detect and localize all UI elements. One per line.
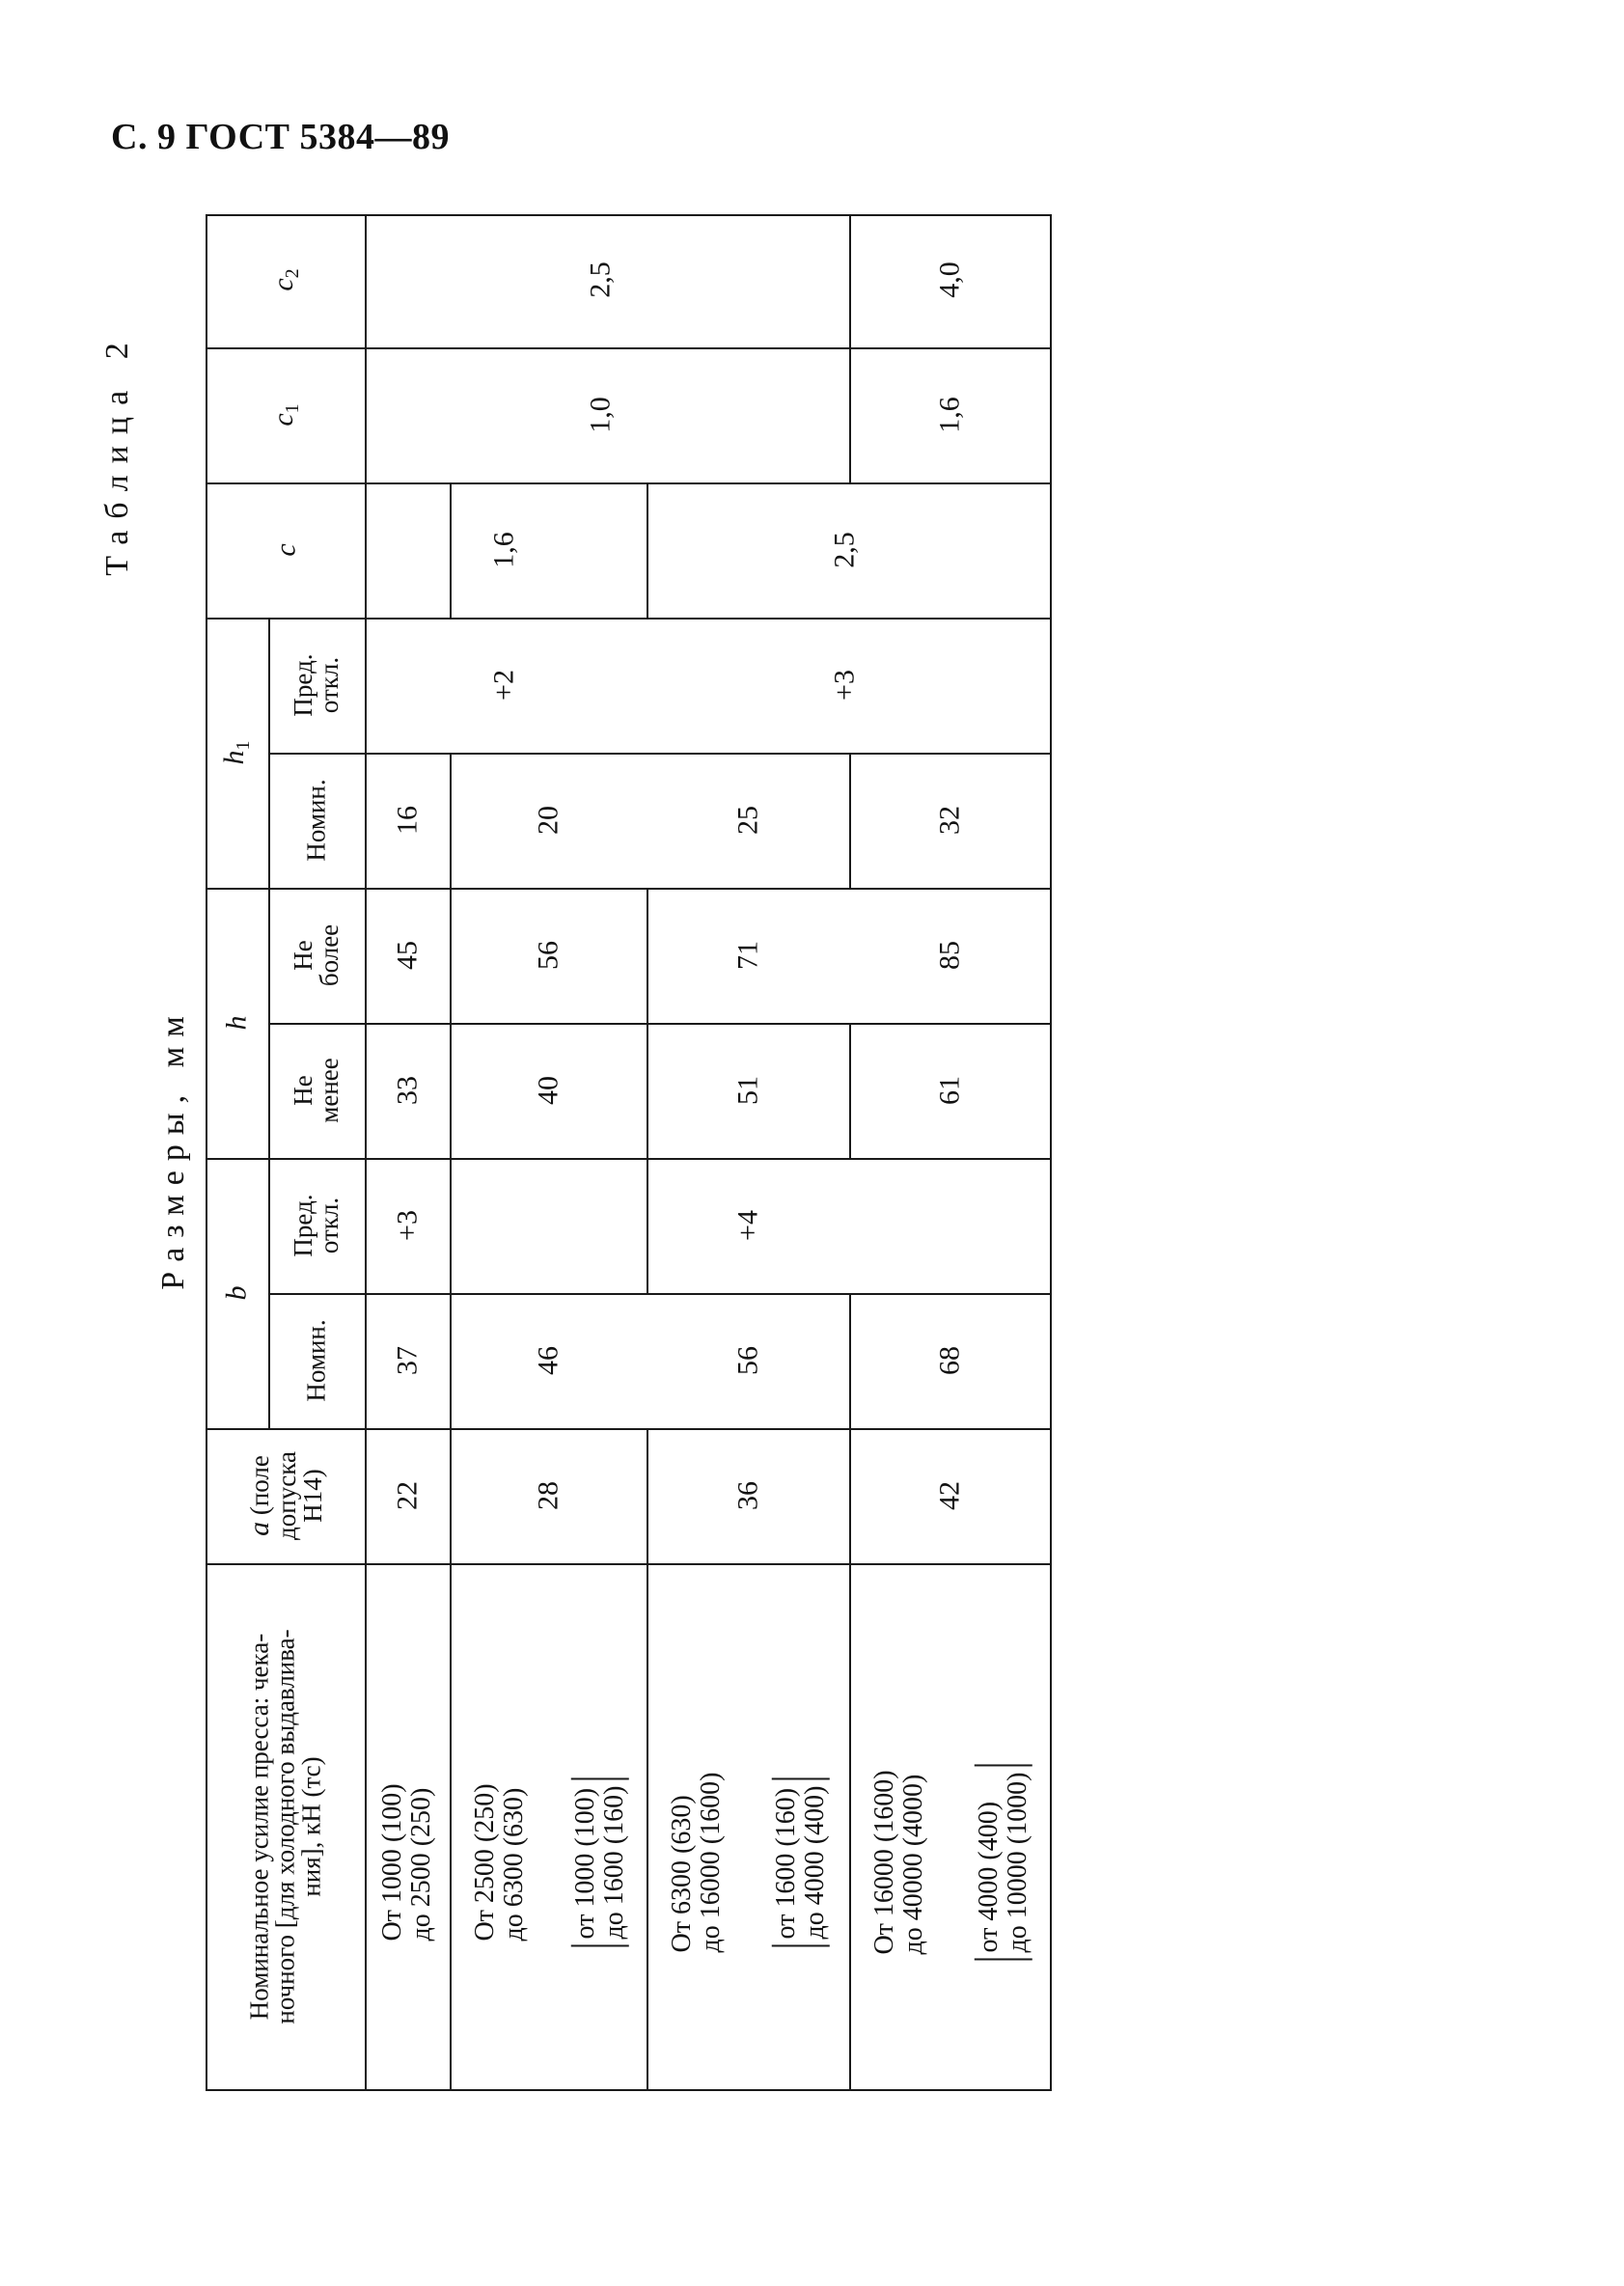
row1-a: 22: [391, 1481, 424, 1510]
row4-h-min: 61: [933, 1076, 966, 1105]
row3-h-min: 51: [731, 1076, 764, 1105]
row-line-1-2: [450, 753, 452, 2089]
header-h-ne-menee: Не менее: [289, 1058, 344, 1123]
page-header: С. 9 ГОСТ 5384—89: [111, 117, 450, 157]
table-border-left: [206, 214, 207, 2091]
header-c1: $c_1$: [267, 403, 303, 427]
row4-h-max: 85: [933, 941, 966, 970]
col-line-b-h: [206, 1158, 1050, 1160]
row3-a: 36: [731, 1481, 764, 1510]
row-line-3-4: [849, 1293, 851, 2089]
row4-force-cold: от 4000 (400) до 10000 (1000): [975, 1765, 1032, 1961]
merged-h1-dev-rows12: +2: [487, 670, 520, 701]
row4-a: 42: [933, 1481, 966, 1510]
col-line-force-a: [206, 1563, 1050, 1565]
row-line-2-3: [647, 1428, 648, 2089]
merged-c2-rows123: 2,5: [584, 262, 617, 298]
merged-c-rows12: 1,6: [487, 532, 520, 568]
row1-b-nom: 37: [391, 1346, 424, 1375]
row4-b-nom: 68: [933, 1346, 966, 1375]
row-line-3-4-c2: [849, 214, 851, 347]
col-line-h1nom-h1dev: [268, 753, 1050, 755]
row2-b-nom: 46: [532, 1346, 564, 1375]
row2-h-min: 40: [532, 1076, 564, 1105]
header-h-ne-bolee: Не более: [289, 923, 344, 987]
row-line-3-4-c1: [849, 347, 851, 482]
row2-h1-nom: 20: [532, 806, 564, 835]
header-h1-pred-otkl: Пред. откл.: [289, 653, 344, 717]
row1-force: От 1000 (100) до 2500 (250): [376, 1783, 436, 1942]
merged-b-dev-rows234: +4: [731, 1210, 764, 1241]
col-line-h1-c: [206, 618, 1050, 620]
merged-h1-dev-rows34: +3: [828, 670, 861, 701]
header-h1: $h_1$: [218, 740, 254, 765]
row3-force-cold: от 1600 (160) до 4000 (400): [772, 1778, 830, 1947]
header-h1-nomin: Номин.: [301, 779, 331, 862]
row-line-1-2-c: [450, 482, 452, 618]
table-caption: Размеры, мм: [155, 1006, 191, 1290]
merged-c-rows34: 2,5: [828, 532, 861, 568]
row-line-3-4-h1nom: [849, 753, 851, 888]
row3-force: От 6300 (630) до 16000 (1600): [666, 1772, 726, 1953]
table-border-right: [1050, 214, 1052, 2091]
row2-force: От 2500 (250) до 6300 (630): [469, 1783, 529, 1942]
col-line-c-c1: [206, 482, 1050, 484]
table-border-bottom: [206, 214, 1050, 216]
row4-force: От 16000 (1600) до 40000 (4000): [868, 1770, 928, 1955]
col-line-c1-c2: [206, 347, 1050, 349]
row3-h1-nom: 25: [731, 806, 764, 835]
row1-h-max: 45: [391, 941, 424, 970]
col-line-bnom-bdev: [268, 1293, 1050, 1295]
row2-a: 28: [532, 1481, 564, 1510]
row1-b-dev: +3: [391, 1210, 424, 1241]
header-h: h: [220, 1015, 253, 1031]
row-line-3-4-hmin: [849, 1023, 851, 1158]
table-label: Таблица 2: [99, 331, 135, 576]
table-border-top: [206, 2089, 1050, 2091]
header-b-nomin: Номин.: [301, 1319, 331, 1402]
col-line-a-b: [206, 1428, 1050, 1430]
row1-h-min: 33: [391, 1076, 424, 1105]
header-c: c: [269, 543, 302, 557]
row2-h-max: 56: [532, 941, 564, 970]
row2-force-cold: от 1000 (100) до 1600 (160): [571, 1778, 629, 1947]
header-c2: $c_2$: [267, 268, 303, 291]
row4-h1-nom: 32: [933, 806, 966, 835]
row-line-2-3-c: [647, 482, 648, 618]
row3-b-nom: 56: [731, 1346, 764, 1375]
row1-h1-nom: 16: [391, 806, 424, 835]
merged-c1-rows123: 1,0: [584, 397, 617, 433]
header-a: a (поле допуска Н14): [243, 1451, 327, 1540]
col-line-h-h1: [206, 888, 1050, 890]
row3-h-max: 71: [731, 941, 764, 970]
header-press-force: Номинальное усилие пресса: чека- ночного [для холодного выдавлива- ния], кН (тс): [244, 1629, 326, 2024]
col-line-hmin-hmax: [268, 1023, 1050, 1025]
header-b-pred-otkl: Пред. откл.: [289, 1194, 344, 1257]
table-header-bottom: [365, 214, 367, 2091]
header-b: b: [220, 1285, 253, 1301]
row-line-2-3-h: [647, 888, 648, 1293]
merged-c1-row4: 1,6: [933, 397, 966, 433]
merged-c2-row4: 4,0: [933, 262, 966, 298]
